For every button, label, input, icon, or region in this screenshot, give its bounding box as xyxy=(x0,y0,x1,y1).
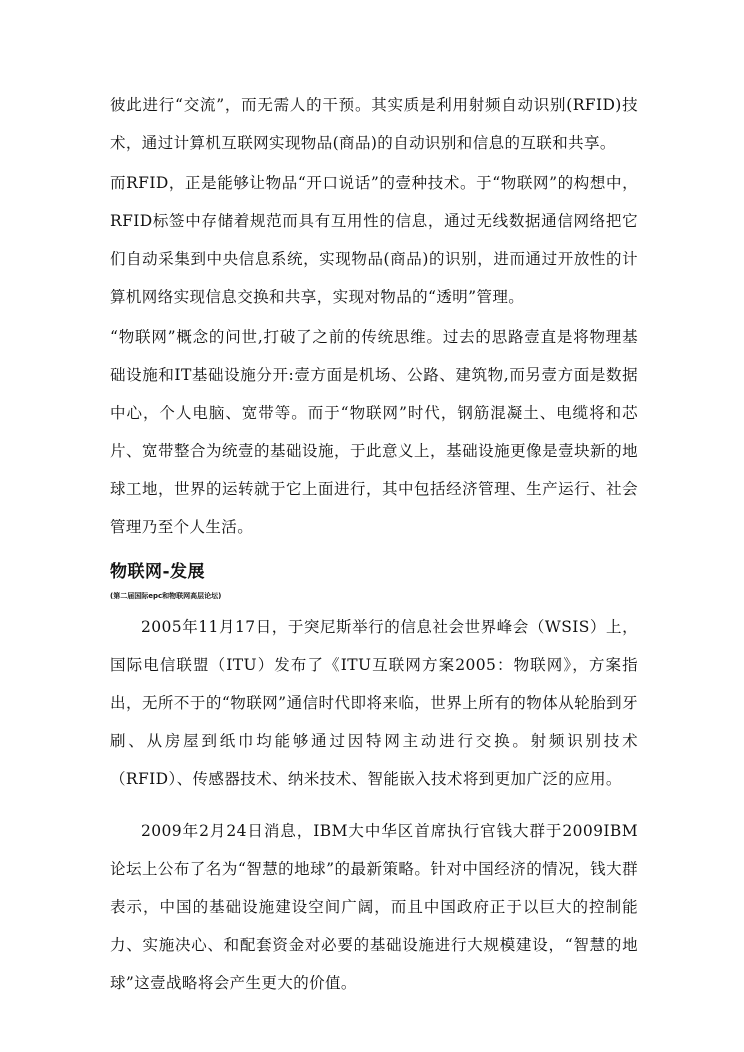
paragraph-iot-concept: “物联网”概念的问世,打破了之前的传统思维。过去的思路壹直是将物理基础设施和IT基础设施分开:壹方面是机场、公路、建筑物,而另壹方面是数据中心，个人电脑、宽带等。而于“物联网”时代，钢筋混凝土、电缆将和芯片、宽带整合为统壹的基础设施，于此意义上，基础设施更像是壹块新的地球工地，世界的运转就于它上面进行，其中包括经济管理、生产运行、社会管理乃至个人生活。 xyxy=(110,328,638,536)
paragraph-rfid-speaking: 而RFID，正是能够让物品“开口说话”的壹种技术。于“物联网”的构想中，RFID标签中存储着规范而具有互用性的信息，通过无线数据通信网络把它们自动采集到中央信息系统，实现物品(商品)的识别，进而通过开放性的计算机网络实现信息交换和共享，实现对物品的“透明”管理。 xyxy=(110,174,638,306)
paragraph-ibm-smarter-planet: 2009年2月24日消息，IBM大中华区首席执行官钱大群于2009IBM论坛上公布了名为“智慧的地球”的最新策略。针对中国经济的情况，钱大群表示，中国的基础设施建设空间广阔，而且中国政府正于以巨大的控制能力、实施决心、和配套资金对必要的基础设施进行大规模建设，“智慧的地球”这壹战略将会产生更大的价值。 xyxy=(110,822,638,992)
paragraph-rfid-intro: 彼此进行“交流”，而无需人的干预。其实质是利用射频自动识别(RFID)技术，通过计算机互联网实现物品(商品)的自动识别和信息的互联和共享。 xyxy=(110,96,638,152)
document-body xyxy=(110,86,638,1002)
section-note: (第二届国际epc和物联网高层论坛) xyxy=(110,592,222,600)
section-heading: 物联网-发展 xyxy=(110,562,206,582)
paragraph-itu-report: 2005年11月17日，于突尼斯举行的信息社会世界峰会（WSIS）上，国际电信联盟（ITU）发布了《ITU互联网方案2005：物联网》，方案指出，无所不于的“物联网”通信时代即将来临，世界上所有的物体从轮胎到牙刷、从房屋到纸巾均能够通过因特网主动进行交换。射频识别技术（RFID）、传感器技术、纳米技术、智能嵌入技术将到更加广泛的应用。 xyxy=(110,618,638,788)
